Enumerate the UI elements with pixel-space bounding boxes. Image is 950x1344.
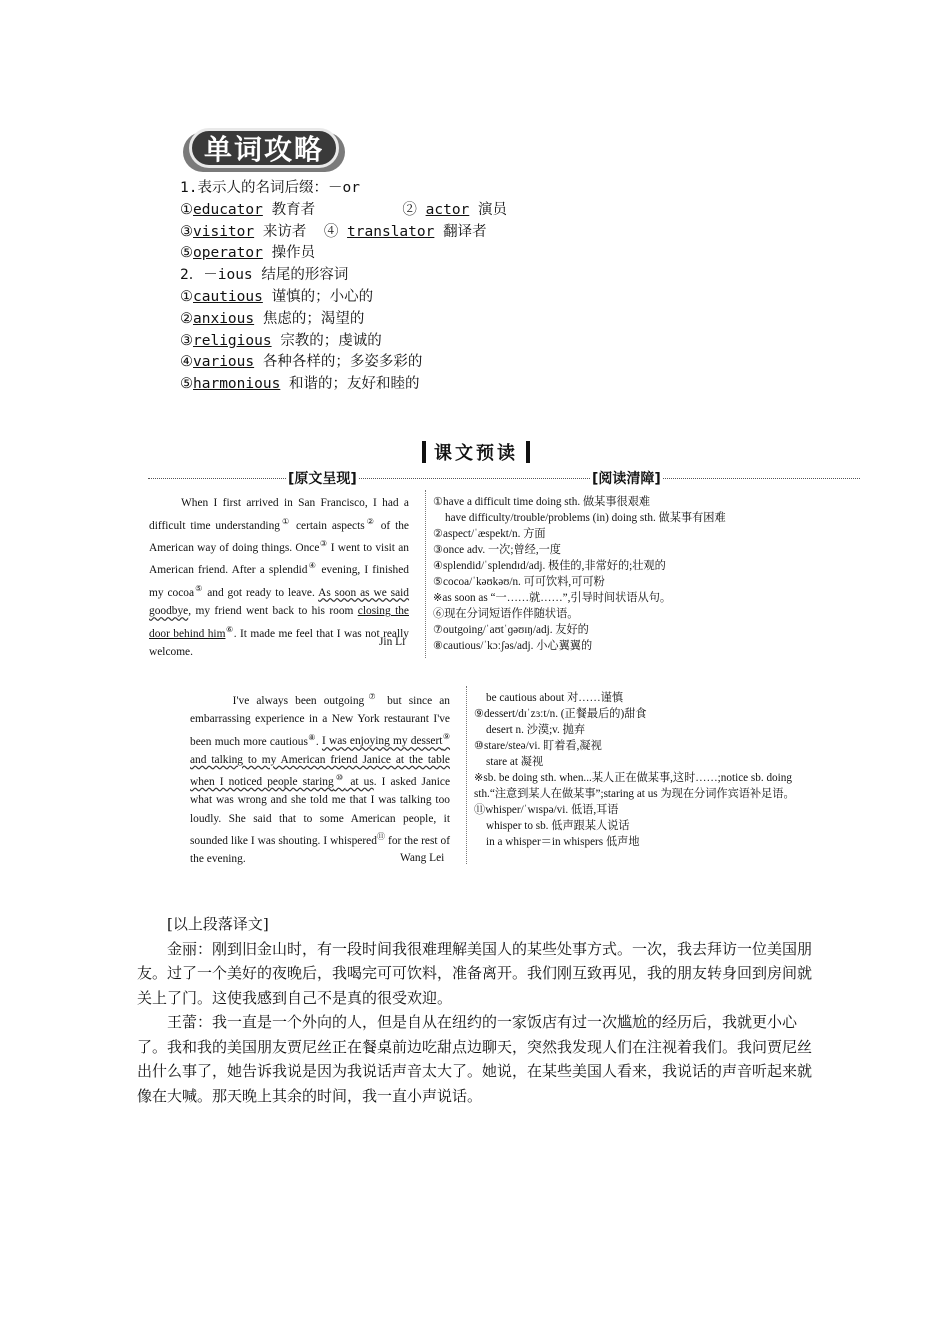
divider xyxy=(148,478,860,479)
vocab-section-2-title: 2．－ious 结尾的形容词 xyxy=(180,267,349,284)
vocab-row: ③visitor 来访者 ④ translator 翻译者 xyxy=(180,223,487,240)
translation-paragraph-2: 王蕾：我一直是一个外向的人，但是自从在纽约的一家饭店有过一次尴尬的经历后，我就更小心了。我和我的美国朋友贾尼丝正在餐桌前边吃甜点边聊天，突然我发现人们在注视着我们。我问贾尼丝出什么事了，她告诉我说是因为我说话声音太大了。她说，在某些美国人看来，我说话的声音听起来就像在大喊。那天晚上其余的时间，我一直小声说话。 xyxy=(137,1013,813,1105)
vocab-row: ①cautious 谨慎的；小心的 xyxy=(180,288,374,305)
vocab-row: ⑤operator 操作员 xyxy=(180,245,316,262)
vocab-list xyxy=(180,178,507,396)
passage-1-notes: ①have a difficult time doing sth. 做某事很艰难 have difficulty/trouble/problems (in) doing sth. 做某事有困难 ②aspect/ˈæspekt/n. 方面 ③once adv. 一次;曾经,一度 ④splendid/ˈsplendɪd/adj. 极佳的,非常好的;壮观的 ⑤cocoa/ˈkəʊkəʊ/n. 可可饮料,可可粉 ※as soon as “一……就……”,引导时间状语从句。 ⑥现在分词短语作伴随状语。 ⑦outgoing/ˈaʊtˈɡəʊɪŋ/adj. 友好的 ⑧cautious/ˈkɔːʃəs/adj. 小心翼翼的 xyxy=(433,496,726,652)
column-separator xyxy=(466,686,467,864)
label-reading-aid: [阅读清障] xyxy=(590,468,663,488)
passage-1-text: When I first arrived in San Francisco, I had a difficult time understanding① certain aspects② of the American way of doing things. Once③ I went to visit an American friend. After a splendid④ evening, I finished my cocoa⑤ and got ready to leave. As soon as we said goodbye, my friend went back to his room closing the door behind him⑥. It made me feel that I was not really welcome. xyxy=(149,497,410,659)
translation-block xyxy=(137,912,817,1108)
translation-intro: [以上段落译文] xyxy=(167,915,269,933)
passage-2-notes: be cautious about 对……谨慎 ⑨dessert/dɪˈzɜːt/n. (正餐最后的)甜食 desert n. 沙漠;v. 抛弃 ⑩stare/steə/vi. 盯着看,凝视 stare at 凝视 ※sb. be doing sth. when...某人正在做某事,这时……;notice sb. doing sth.“注意到某人在做某事”;staring at us 为现在分词作宾语补足语。 ⑪whisper/ˈwɪspə/vi. 低语,耳语 whisper to sb. 低声跟某人说话 in a whisper＝in whispers 低声地 xyxy=(474,692,795,848)
passage-2-author: Wang Lei xyxy=(400,852,445,864)
column-separator xyxy=(425,490,426,658)
vocab-row: ①educator 教育者 ② actor 演员 xyxy=(180,201,508,218)
vocab-row: ④various 各种各样的；多姿多彩的 xyxy=(180,354,423,371)
passage-2-text: I've always been outgoing⑦ but since an embarrassing experience in a New York restaurant I've been much more cautious⑧. I was enjoying my dessert⑨ and talking to my American friend Janice at the table when I noticed people staring⑩ at us. I asked Janice what was wrong and she told me that I was talking too loudly. She said that to some American people, it sounded like I was shouting. I whispered⑪ for the rest of the evening. xyxy=(190,692,451,866)
preview-section-title: 课文预读 xyxy=(422,438,530,466)
translation-paragraph-1: 金丽：刚到旧金山时，有一段时间我很难理解美国人的某些处事方式。一次，我去拜访一位美国朋友。过了一个美好的夜晚后，我喝完可可饮料，准备离开。我们刚互致再见，我的朋友转身回到房间就关上了门。这使我感到自己不是真的很受欢迎。 xyxy=(137,939,813,1007)
section-heading: 单词攻略 xyxy=(203,133,324,166)
vocab-section-1-title: 1.表示人的名词后缀：－or xyxy=(180,180,360,196)
label-original-text: [原文呈现] xyxy=(286,468,359,488)
passage-1-author: Jin Li xyxy=(379,636,406,648)
section-heading-badge xyxy=(183,128,345,172)
vocab-row: ③religious 宗教的；虔诚的 xyxy=(180,332,382,349)
vocab-row: ②anxious 焦虑的；渴望的 xyxy=(180,310,365,327)
vocab-row: ⑤harmonious 和谐的；友好和睦的 xyxy=(180,376,420,393)
